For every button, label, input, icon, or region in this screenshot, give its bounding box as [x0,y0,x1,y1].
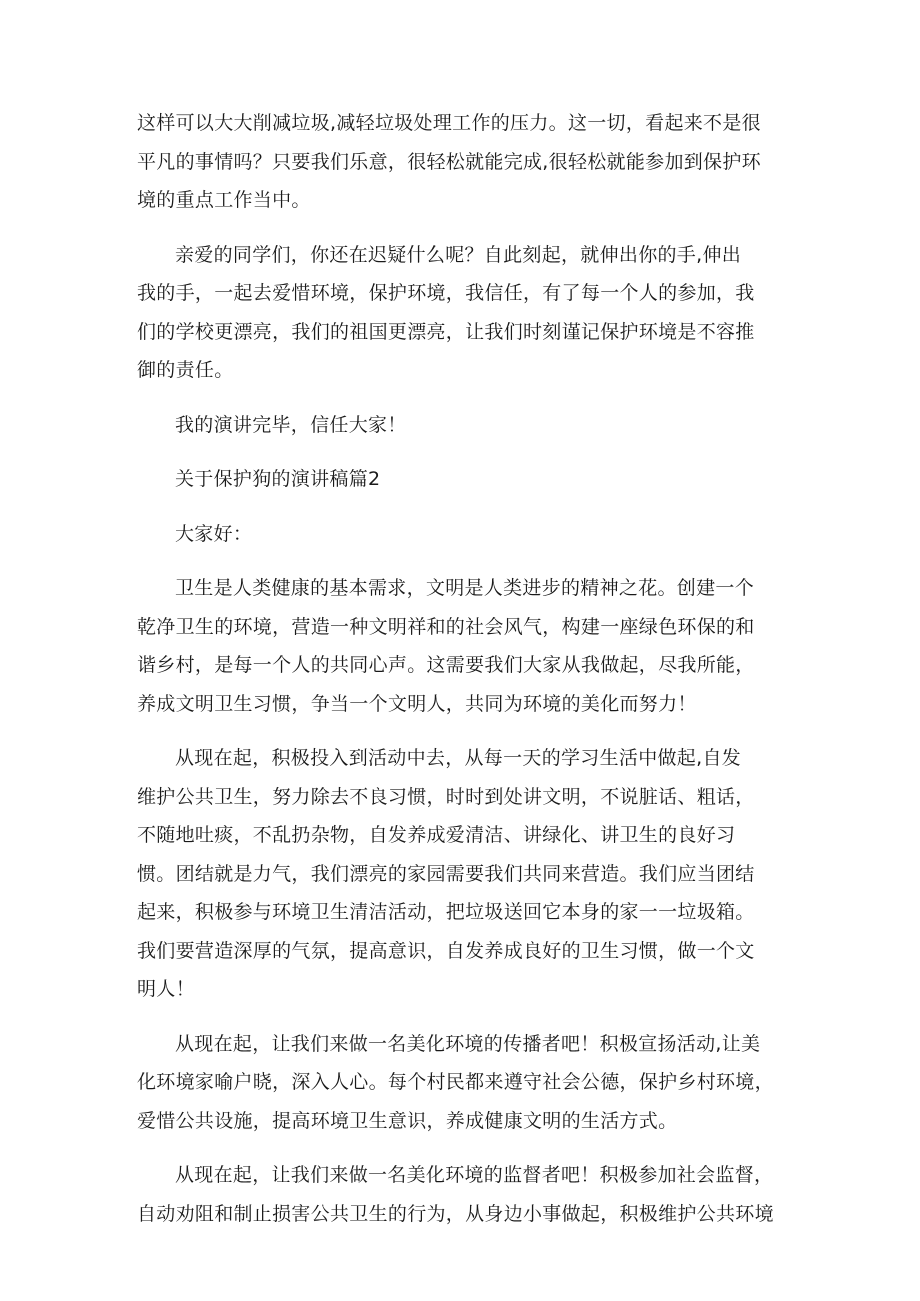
text-line: 明人！ [137,978,195,1000]
text-line: 谐乡村，是每一个人的共同心声。这需要我们大家从我做起，尽我所能， [137,654,755,676]
paragraph-continuation [137,104,797,220]
text-line: 起来，积极参与环境卫生清洁活动，把垃圾送回它本身的家一一垃圾箱。 [137,901,755,923]
text-line: 大家好： [175,522,253,545]
text-line: 养成文明卫生习惯，争当一个文明人，共同为环境的美化而努力！ [137,692,697,715]
text-line: 乾净卫生的环境，营造一种文明祥和的社会风气，构建一座绿色环保的和 [137,615,755,638]
paragraph-call-to-action [137,236,797,390]
text-line: 我们要营造深厚的气氛，提高意识，自发养成良好的卫生习惯，做一个文 [137,939,755,962]
paragraph-closing [137,406,797,445]
text-line: 惯。团结就是力气，我们漂亮的家园需要我们共同来营造。我们应当团结 [137,862,755,885]
section-heading [137,460,797,499]
text-line: 维护公共卫生，努力除去不良习惯，时时到处讲文明，不说脏话、粗话， [137,785,755,808]
text-line: 我的演讲完毕，信任大家！ [175,413,407,436]
text-line: 御的责任。 [137,359,234,381]
paragraph-hygiene [137,569,797,723]
text-line: 不随地吐痰，不乱扔杂物，自发养成爱清洁、讲绿化、讲卫生的良好习 [137,824,736,846]
document-body [137,104,797,1233]
text-line: 境的重点工作当中。 [137,189,311,211]
text-line: 我的手，一起去爱惜环境，保护环境，我信任，有了每一个人的参加，我 [137,282,755,304]
text-line: 化环境家喻户晓，深入人心。每个村民都来遵守社会公德，保护乡村环境， [137,1071,774,1093]
text-line: 从现在起，让我们来做一名美化环境的传播者吧！积极宣扬活动,让美 [175,1032,761,1055]
paragraph-promoter [137,1025,797,1141]
text-line: 从现在起，让我们来做一名美化环境的监督者吧！积极参加社会监督， [175,1164,774,1186]
paragraph-supervisor [137,1156,797,1233]
text-line: 爱惜公共设施，提高环境卫生意识，养成健康文明的生活方式。 [137,1109,678,1132]
text-line: 从现在起，积极投入到活动中去，从每一天的学习生活中做起,自发 [175,747,742,769]
paragraph-greeting [137,515,797,554]
text-line: 自动劝阻和制止损害公共卫生的行为，从身边小事做起，积极维护公共环境 [137,1202,774,1225]
text-line: 平凡的事情吗？只要我们乐意，很轻松就能完成,很轻松就能参加到保护环 [137,150,761,173]
text-line: 卫生是人类健康的基本需求，文明是人类进步的精神之花。创建一个 [175,577,755,599]
text-line: 这样可以大大削减垃圾,减轻垃圾处理工作的压力。这一切，看起来不是很 [137,112,761,134]
text-line: 们的学校更漂亮，我们的祖国更漂亮，让我们时刻谨记保护环境是不容推 [137,320,755,343]
paragraph-start-now [137,739,797,1009]
heading-line: 关于保护狗的演讲稿篇2 [175,468,381,490]
text-line: 亲爱的同学们，你还在迟疑什么呢？自此刻起，就伸出你的手,伸出 [175,243,742,266]
